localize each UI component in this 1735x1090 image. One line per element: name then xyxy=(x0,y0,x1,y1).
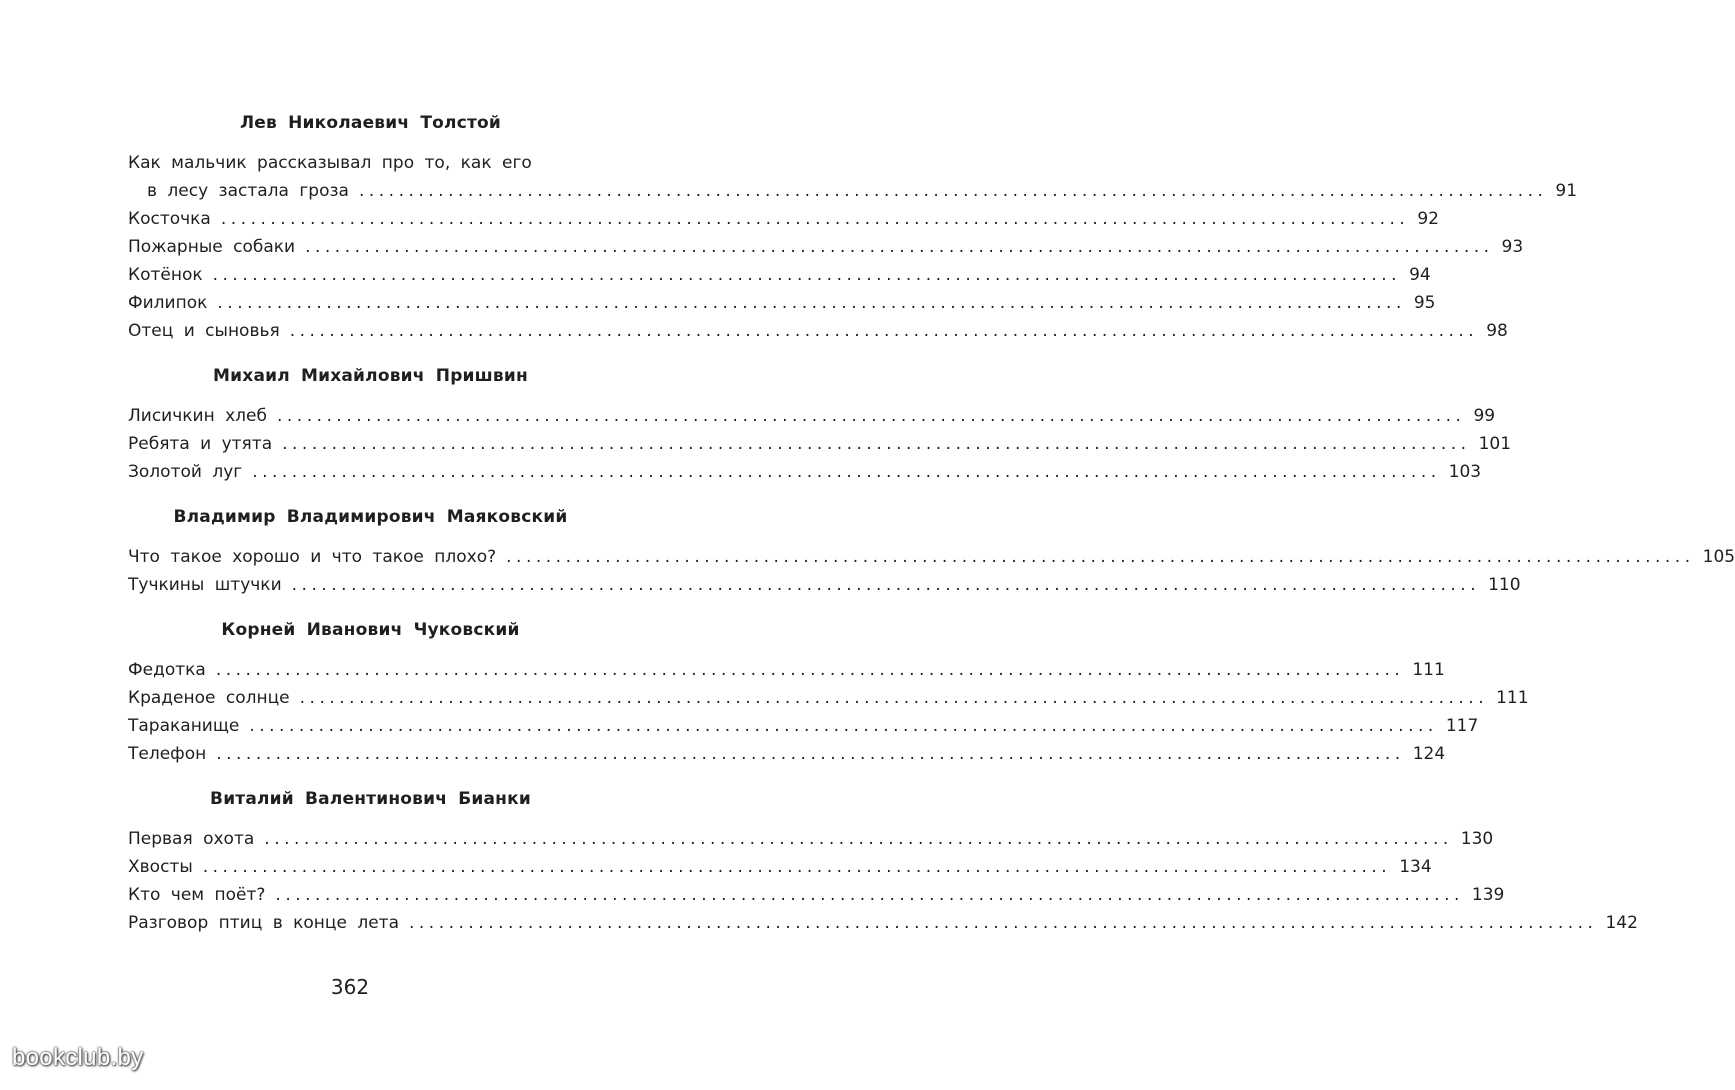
entry-title: Пожарные собаки xyxy=(128,237,296,257)
entry-page-number: 117 xyxy=(1445,716,1479,736)
dot-leader: ........................................................................................................................ xyxy=(291,575,1481,595)
entry-page-number: 98 xyxy=(1486,321,1508,341)
entry-page-number: 111 xyxy=(1412,660,1445,680)
entry-page-number: 94 xyxy=(1409,265,1431,285)
toc-entry xyxy=(128,909,1638,937)
toc-entry xyxy=(128,543,1735,571)
dot-leader: ........................................................................................................................ xyxy=(289,321,1479,341)
entry-title: Отец и сыновья xyxy=(128,321,280,341)
entry-line xyxy=(128,289,1436,317)
dot-leader: ........................................................................................................................ xyxy=(358,181,1548,201)
toc-section xyxy=(128,619,1529,768)
toc-entry xyxy=(128,261,1431,289)
entry-title: Золотой луг xyxy=(128,462,243,482)
entry-line xyxy=(128,825,1494,853)
entry-line xyxy=(128,881,1505,909)
entry-page-number: 105 xyxy=(1702,547,1735,567)
toc-entry xyxy=(128,881,1505,909)
entry-page-number: 95 xyxy=(1413,293,1436,313)
entry-line xyxy=(128,656,1445,684)
entry-title: Тучкины штучки xyxy=(128,575,282,595)
entry-line xyxy=(128,571,1521,599)
toc-entry xyxy=(128,712,1479,740)
toc-entry xyxy=(128,317,1508,345)
entry-title: Ребята и утята xyxy=(128,434,273,454)
entry-line xyxy=(128,261,1431,289)
entry-line xyxy=(128,177,1578,205)
entry-page-number: 110 xyxy=(1488,575,1521,595)
entry-line xyxy=(128,853,1432,881)
toc-entry xyxy=(128,853,1432,881)
toc-section xyxy=(128,788,1638,937)
entry-title: Кто чем поёт? xyxy=(128,885,266,905)
entry-page-number: 130 xyxy=(1460,829,1494,849)
toc-entry xyxy=(128,740,1446,768)
entry-line xyxy=(128,909,1638,937)
dot-leader: ........................................................................................................................ xyxy=(252,462,1441,482)
author-heading: Лев Николаевич Толстой xyxy=(239,113,502,133)
author-heading: Виталий Валентинович Бианки xyxy=(210,789,531,809)
dot-leader: ........................................................................................................................ xyxy=(276,406,1466,426)
entry-line xyxy=(128,684,1529,712)
entry-title: Котёнок xyxy=(128,265,203,285)
author-heading: Михаил Михайлович Пришвин xyxy=(213,366,528,386)
dot-leader: ........................................................................................................................ xyxy=(202,857,1392,877)
toc-entry xyxy=(128,402,1496,430)
entry-line xyxy=(128,149,613,177)
entry-title: Лисичкин хлеб xyxy=(128,406,267,426)
entry-page-number: 101 xyxy=(1478,434,1512,454)
toc-entry xyxy=(128,430,1512,458)
entry-page-number: 91 xyxy=(1555,181,1578,201)
entry-title: Тараканище xyxy=(128,716,240,736)
entry-line xyxy=(128,317,1508,345)
entry-page-number: 111 xyxy=(1496,688,1529,708)
dot-leader: ........................................................................................................................ xyxy=(408,913,1598,933)
entry-page-number: 99 xyxy=(1473,406,1496,426)
author-heading: Корней Иванович Чуковский xyxy=(221,620,520,640)
toc-entry xyxy=(128,458,1482,486)
entry-title: Хвосты xyxy=(128,857,193,877)
dot-leader: ........................................................................................................................ xyxy=(506,547,1695,567)
dot-leader: ........................................................................................................................ xyxy=(249,716,1438,736)
toc-entry xyxy=(128,149,1578,205)
dot-leader: ........................................................................................................................ xyxy=(305,237,1494,257)
entry-title: Краденое солнце xyxy=(128,688,290,708)
toc-entry xyxy=(128,233,1524,261)
toc-entry xyxy=(128,825,1494,853)
entry-title: Что такое хорошо и что такое плохо? xyxy=(128,547,497,567)
entry-page-number: 103 xyxy=(1448,462,1482,482)
dot-leader: ........................................................................................................................ xyxy=(216,744,1405,764)
toc-section xyxy=(128,365,1512,486)
toc-entry xyxy=(128,205,1439,233)
dot-leader: ........................................................................................................................ xyxy=(275,885,1464,905)
entry-line xyxy=(128,712,1479,740)
watermark-logo: bookclub.by xyxy=(12,1044,144,1071)
toc-section xyxy=(128,112,1578,345)
dot-leader: ........................................................................................................................ xyxy=(282,434,1471,454)
entry-title: Федотка xyxy=(128,660,206,680)
entry-line xyxy=(128,430,1512,458)
table-of-contents xyxy=(128,104,1735,957)
toc-entry xyxy=(128,656,1445,684)
entry-title: Как мальчик рассказывал про то, как его xyxy=(128,153,532,173)
entry-page-number: 93 xyxy=(1501,237,1524,257)
dot-leader: ........................................................................................................................ xyxy=(299,688,1489,708)
toc-entry xyxy=(128,289,1436,317)
toc-entry xyxy=(128,571,1521,599)
entry-line xyxy=(128,458,1482,486)
entry-title: Косточка xyxy=(128,209,211,229)
entry-title: Филипок xyxy=(128,293,208,313)
entry-line xyxy=(128,740,1446,768)
dot-leader: ........................................................................................................................ xyxy=(264,829,1453,849)
dot-leader: ........................................................................................................................ xyxy=(217,293,1406,313)
entry-title: Первая охота xyxy=(128,829,255,849)
entry-title-continued: в лесу застала гроза xyxy=(147,181,349,201)
dot-leader: ........................................................................................................................ xyxy=(215,660,1405,680)
page-number: 362 xyxy=(330,975,370,999)
author-heading: Владимир Владимирович Маяковский xyxy=(173,507,568,527)
entry-title: Разговор птиц в конце лета xyxy=(128,913,399,933)
dot-leader: ........................................................................................................................ xyxy=(212,265,1402,285)
entry-line xyxy=(128,402,1496,430)
toc-entry xyxy=(128,684,1529,712)
entry-page-number: 139 xyxy=(1471,885,1505,905)
toc-section xyxy=(128,506,1735,599)
entry-page-number: 134 xyxy=(1399,857,1432,877)
entry-title: Телефон xyxy=(128,744,207,764)
entry-line xyxy=(128,233,1524,261)
entry-line xyxy=(128,543,1735,571)
entry-line xyxy=(128,205,1439,233)
entry-page-number: 124 xyxy=(1412,744,1446,764)
dot-leader: ........................................................................................................................ xyxy=(220,209,1410,229)
entry-page-number: 142 xyxy=(1605,913,1638,933)
entry-page-number: 92 xyxy=(1417,209,1439,229)
